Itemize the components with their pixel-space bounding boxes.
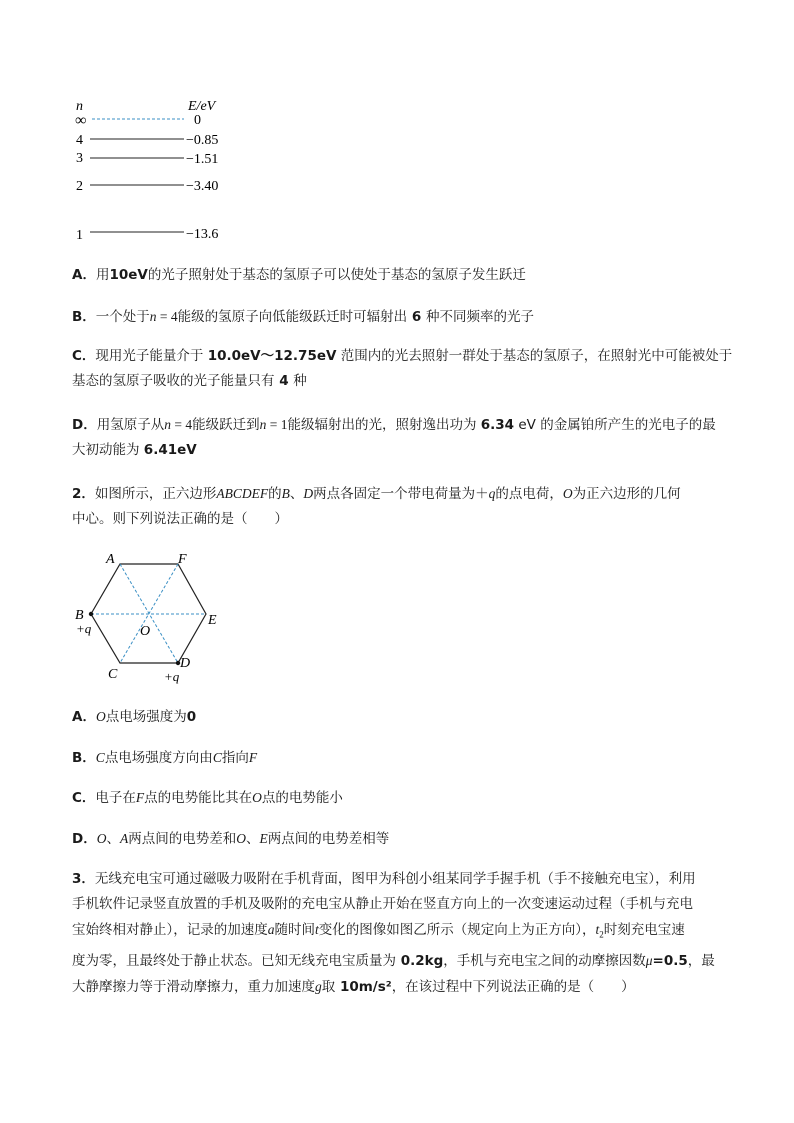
- vertex-label-a: A: [106, 552, 115, 567]
- q2-option-c: C．电子在F点的电势能比其在O点的电势能小: [72, 790, 343, 806]
- q2-stem: 2．如图所示，正六边形ABCDEF的B、D两点各固定一个带电荷量为＋q的点电荷，O为正六边形的几何 中心。则下列说法正确的是（ ）: [72, 486, 681, 527]
- level-n-4: 4: [76, 133, 83, 148]
- level-e-2: −3.40: [186, 179, 219, 194]
- charge-point-b: [89, 612, 93, 616]
- level-n-3: 3: [76, 151, 83, 166]
- vertex-label-c: C: [108, 667, 118, 682]
- q2-option-b: B．C点电场强度方向由C指向F: [72, 750, 258, 766]
- q2-option-d: D．O、A两点间的电势差和O、E两点间的电势差相等: [72, 831, 390, 847]
- level-e-4: −0.85: [186, 133, 219, 148]
- energy-axis-label: E/eV: [188, 99, 216, 114]
- vertex-label-b: B: [75, 608, 84, 623]
- level-e-inf: 0: [194, 113, 201, 128]
- n-axis-label: n: [76, 99, 83, 114]
- q1-option-a: A．用10eV的光子照射处于基态的氢原子可以使处于基态的氢原子发生跃迁: [72, 267, 526, 283]
- q3-stem: 3．无线充电宝可通过磁吸力吸附在手机背面，图甲为科创小组某同学手握手机（手不接触充电宝），利用 手机软件记录竖直放置的手机及吸附的充电宝从静止开始在竖直方向上的一次变速运动过程（手机与充电 宝始终相对静止），记录的加速度a随时间t变化的图像如图乙所示（规定向上为正方向），$t_2$时刻充电宝速 度为零，且最终处于静止状态。已知无线充电宝质量为 0.2kg，手机与充电宝之间的动摩擦因数μ=0.5，最 大静摩擦力等于滑动摩擦力，重力加速度g取 10m/s²，在该过程中下列说法正确的是（ ）: [72, 871, 715, 995]
- vertex-label-f: F: [178, 552, 187, 567]
- level-e-3: −1.51: [186, 152, 219, 167]
- level-n-2: 2: [76, 179, 83, 194]
- q1-option-c: C．现用光子能量介于 10.0eV～12.75eV 范围内的光去照射一群处于基态的氢原子，在照射光中可能被处于 基态的氢原子吸收的光子能量只有 4 种: [72, 348, 733, 389]
- charge-label-b: +q: [76, 621, 92, 636]
- vertex-label-e: E: [208, 613, 217, 628]
- hexagon-diagram: [70, 550, 230, 685]
- q1-option-d: D．用氢原子从n = 4能级跃迁到n = 1能级辐射出的光，照射逸出功为 6.34 eV 的金属铂所产生的光电子的最 大初动能为 6.41eV: [72, 417, 716, 458]
- energy-level-diagram: [70, 92, 250, 252]
- q1-option-b: B．一个处于n = 4能级的氢原子向低能级跃迁时可辐射出 6 种不同频率的光子: [72, 309, 534, 325]
- level-n-inf: ∞: [75, 112, 87, 129]
- level-n-1: 1: [76, 228, 83, 243]
- q2-option-a: A．O点电场强度为0: [72, 709, 197, 725]
- vertex-label-d: D: [180, 656, 191, 671]
- level-e-1: −13.6: [186, 227, 219, 242]
- charge-label-d: +q: [164, 669, 180, 684]
- center-label-o: O: [140, 624, 151, 639]
